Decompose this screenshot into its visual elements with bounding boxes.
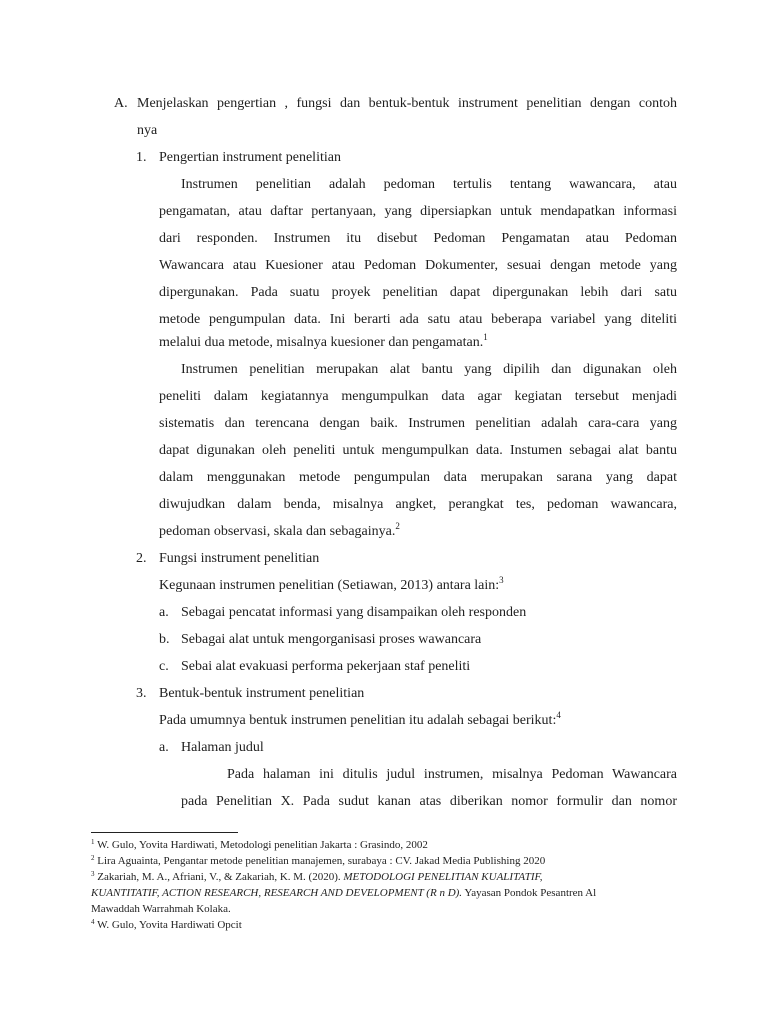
paragraph-line: pengamatan, atau daftar pertanyaan, yang dipersiapkan untuk mendapatkan informasi <box>159 204 677 219</box>
footnote-title: METODOLOGI PENELITIAN KUALITATIF, <box>343 871 543 883</box>
intro-text: Kegunaan instrumen penelitian (Setiawan, 2013) antara lain: <box>159 578 500 593</box>
paragraph-line <box>159 334 488 352</box>
footnote-text: Yayasan Pondok Pesantren Al <box>462 887 597 899</box>
paragraph-line: metode pengumpulan data. Ini berarti ada satu atau beberapa variabel yang diteliti <box>159 312 677 327</box>
subitem-marker: a. <box>159 605 169 620</box>
paragraph-line: dapat digunakan oleh peneliti untuk mengumpulkan data. Instumen sebagai alat bantu <box>159 443 677 458</box>
footnote-3 <box>91 870 543 884</box>
paragraph-line: sistematis dan terencana dengan baik. Instrumen penelitian adalah cara-cara yang <box>159 416 677 431</box>
paragraph-text: pedoman observasi, skala dan sebagainya. <box>159 524 396 539</box>
subitem-marker: c. <box>159 659 169 674</box>
footnote-separator <box>91 832 238 833</box>
section-a-title-cont: nya <box>137 123 158 138</box>
subitem-marker: a. <box>159 740 169 755</box>
footnote-text: Zakariah, M. A., Afriani, V., & Zakariah, K. M. (2020). <box>97 871 344 883</box>
item-1-marker: 1. <box>136 150 147 165</box>
paragraph-line: dalam menggunakan metode pengumpulan data merupakan sarana yang dapat <box>159 470 677 485</box>
footnote-text: W. Gulo, Yovita Hardiwati Opcit <box>97 919 242 931</box>
paragraph-line: peneliti dalam kegiatannya mengumpulkan data agar kegiatan tersebut menjadi <box>159 389 677 404</box>
section-a-marker: A. <box>114 96 128 111</box>
item-2-intro <box>159 577 504 595</box>
paragraph-line: Instrumen penelitian adalah pedoman tertulis tentang wawancara, atau <box>181 177 677 192</box>
paragraph-line: diwujudkan dalam benda, misalnya angket, perangkat tes, pedoman wawancara, <box>159 497 677 512</box>
footnote-3-cont <box>91 886 596 900</box>
footnote-number: 4 <box>91 918 95 926</box>
footnote-title: KUANTITATIF, ACTION RESEARCH, RESEARCH AND DEVELOPMENT (R n D). <box>91 887 463 899</box>
paragraph-line: Pada halaman ini ditulis judul instrumen, misalnya Pedoman Wawancara <box>227 767 677 782</box>
item-3-heading: Bentuk-bentuk instrument penelitian <box>159 686 365 701</box>
item-1-heading: Pengertian instrument penelitian <box>159 150 341 165</box>
footnote-ref-4[interactable]: 4 <box>556 710 561 720</box>
item-2-heading: Fungsi instrument penelitian <box>159 551 320 566</box>
footnote-ref-3[interactable]: 3 <box>499 575 504 585</box>
footnote-4 <box>91 918 242 932</box>
paragraph-line: Instrumen penelitian merupakan alat bantu yang dipilih dan digunakan oleh <box>181 362 677 377</box>
footnote-text: W. Gulo, Yovita Hardiwati, Metodologi penelitian Jakarta : Grasindo, 2002 <box>97 839 428 851</box>
footnote-number: 3 <box>91 870 95 878</box>
subitem-marker: b. <box>159 632 170 647</box>
footnote-text: Lira Aguainta, Pengantar metode penelitian manajemen, surabaya : CV. Jakad Media Publishing 2020 <box>97 855 546 867</box>
subitem-text: Sebagai alat untuk mengorganisasi proses wawancara <box>181 632 482 647</box>
paragraph-line: Wawancara atau Kuesioner atau Pedoman Dokumenter, sesuai dengan metode yang <box>159 258 677 273</box>
subitem-text: Sebai alat evakuasi performa pekerjaan staf peneliti <box>181 659 471 674</box>
paragraph-line: pada Penelitian X. Pada sudut kanan atas diberikan nomor formulir dan nomor <box>181 794 677 809</box>
footnote-number: 2 <box>91 854 95 862</box>
paragraph-line <box>159 523 400 541</box>
paragraph-text: melalui dua metode, misalnya kuesioner dan pengamatan. <box>159 335 484 350</box>
item-3-marker: 3. <box>136 686 147 701</box>
footnote-ref-2[interactable]: 2 <box>395 521 400 531</box>
footnote-3-cont: Mawaddah Warrahmah Kolaka. <box>91 903 231 915</box>
footnote-1 <box>91 838 428 852</box>
section-a-title: Menjelaskan pengertian , fungsi dan bentuk-bentuk instrument penelitian dengan contoh <box>137 96 677 111</box>
item-2-marker: 2. <box>136 551 147 566</box>
subitem-heading: Halaman judul <box>181 740 264 755</box>
intro-text: Pada umumnya bentuk instrumen penelitian itu adalah sebagai berikut: <box>159 713 557 728</box>
paragraph-line: dipergunakan. Pada suatu proyek penelitian dapat dipergunakan lebih dari satu <box>159 285 677 300</box>
footnote-ref-1[interactable]: 1 <box>483 332 488 342</box>
footnote-number: 1 <box>91 838 95 846</box>
subitem-text: Sebagai pencatat informasi yang disampaikan oleh responden <box>181 605 527 620</box>
footnote-2 <box>91 854 545 868</box>
item-3-intro <box>159 712 561 730</box>
paragraph-line: dari responden. Instrumen itu disebut Pedoman Pengamatan atau Pedoman <box>159 231 677 246</box>
